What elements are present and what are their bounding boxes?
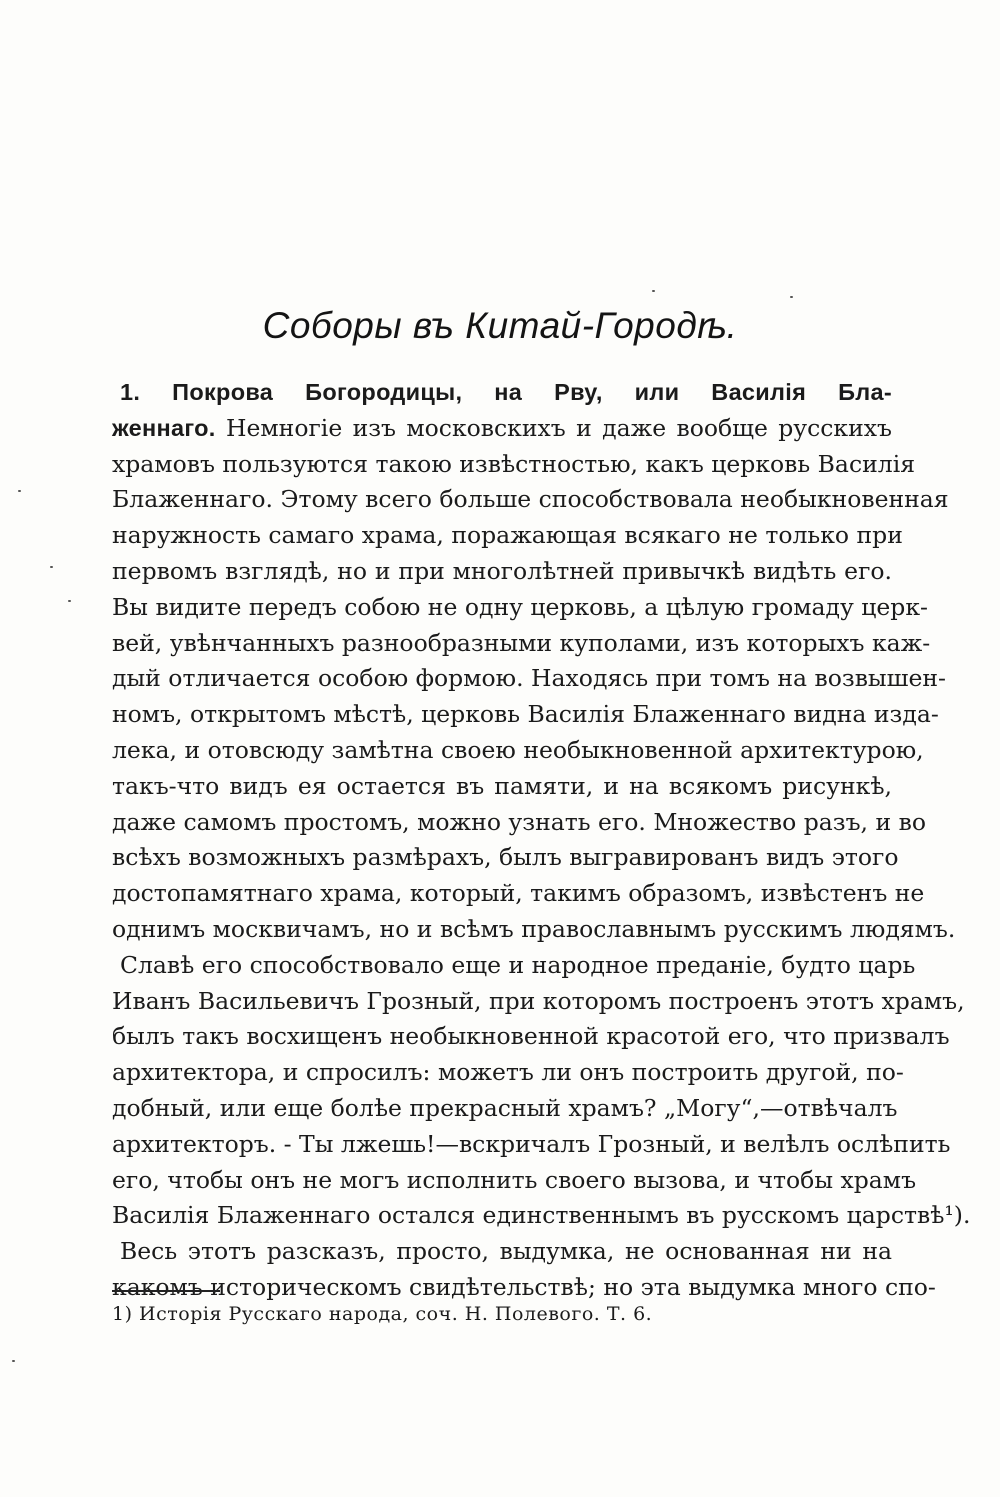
text-line [112, 661, 946, 697]
line-text: дый отличается особою формою. Находясь при томъ на возвышен- [112, 664, 946, 693]
print-speck [50, 566, 53, 568]
text-line [112, 1055, 904, 1091]
text-line [112, 554, 892, 590]
line-text: храмовъ пользуются такою извѣстностью, какъ церковь Василія [112, 449, 916, 478]
line-text: Иванъ Васильевичъ Грозный, при которомъ построенъ этотъ храмъ, [112, 986, 965, 1015]
text-line [112, 1127, 951, 1163]
text-line [112, 1091, 898, 1127]
text-line [112, 518, 903, 554]
line-text: наружность самаго храма, поражающая всякаго не только при [112, 521, 903, 550]
line-text: Вы видите передъ собою не одну церковь, а цѣлую громаду церк- [112, 592, 928, 621]
line-text: номъ, открытомъ мѣстѣ, церковь Василія Блаженнаго видна изда- [112, 700, 939, 729]
text-line [112, 590, 928, 626]
text-line [112, 626, 931, 662]
footnote: 1) Исторія Русскаго народа, соч. Н. Полевого. Т. 6. [112, 1303, 653, 1325]
line-text: Блаженнаго. Этому всего больше способствовала необыкновенная [112, 485, 949, 514]
line-text: былъ такъ восхищенъ необыкновенной красотой его, что призвалъ [112, 1022, 950, 1051]
text-line [112, 733, 924, 769]
line-text: даже самомъ простомъ, можно узнать его. Множество разъ, и во [112, 807, 927, 836]
text-line [112, 805, 927, 841]
line-text: такъ-что видъ ея остается въ памяти, и на всякомъ рисункѣ, [112, 771, 892, 800]
line-text: лека, и отовсюду замѣтна своею необыкновенной архитектурою, [112, 735, 924, 764]
line-text: однимъ москвичамъ, но и всѣмъ православнымъ русскимъ людямъ. [112, 914, 956, 943]
text-line [112, 697, 939, 733]
text-line [112, 375, 892, 411]
page-title: Соборы въ Китай-Городѣ. [262, 305, 738, 346]
text-line [112, 912, 956, 948]
text-line [112, 1019, 950, 1055]
line-text: какомъ историческомъ свидѣтельствѣ; но эта выдумка много спо- [112, 1272, 936, 1301]
paragraph [112, 1234, 936, 1306]
text-line [112, 876, 925, 912]
paragraph [112, 948, 971, 1234]
line-text: достопамятнаго храма, который, такимъ образомъ, извѣстенъ не [112, 879, 925, 908]
print-speck [18, 490, 21, 492]
line-text: Немногіе изъ московскихъ и даже вообще русскихъ [215, 413, 892, 442]
text-line [112, 1198, 971, 1234]
line-text: Славѣ его способствовало еще и народное преданіе, будто царь [120, 950, 916, 979]
text-line [112, 984, 965, 1020]
print-speck [652, 290, 655, 292]
text-line [112, 1163, 917, 1199]
text-line [112, 1270, 936, 1306]
print-speck [12, 1360, 15, 1362]
text-line [112, 447, 916, 483]
paragraph [112, 375, 956, 948]
line-text: Василія Блаженнаго остался единственнымъ въ русскомъ царствѣ¹). [112, 1201, 971, 1230]
heading-bold-text: женнаго. [112, 414, 216, 441]
text-line [112, 948, 916, 984]
line-text: всѣхъ возможныхъ размѣрахъ, былъ выгравированъ видъ этого [112, 843, 899, 872]
line-text: его, чтобы онъ не могъ исполнить своего вызова, и чтобы храмъ [112, 1165, 917, 1194]
line-text: Весь этотъ разсказъ, просто, выдумка, не основанная ни на [120, 1237, 892, 1266]
body-text [112, 375, 971, 1306]
print-speck [68, 600, 71, 602]
footnote-rule [112, 1290, 220, 1292]
print-speck [790, 296, 793, 298]
line-text: первомъ взглядѣ, но и при многолѣтней привычкѣ видѣть его. [112, 556, 892, 585]
text-line [112, 769, 892, 805]
line-text: архитекторъ. - Ты лжешь!—вскричалъ Грозный, и велѣлъ ослѣпить [112, 1129, 951, 1158]
text-line [112, 840, 899, 876]
text-line [112, 1234, 892, 1270]
line-text: вей, увѣнчанныхъ разнообразными куполами, изъ которыхъ каж- [112, 628, 931, 657]
heading-bold-text: 1. Покрова Богородицы, на Рву, или Василія Бла- [120, 379, 892, 405]
text-line [112, 482, 949, 518]
text-line [112, 411, 892, 447]
line-text: добный, или еще болѣе прекрасный храмъ? „Могу“,—отвѣчалъ [112, 1093, 898, 1122]
line-text: архитектора, и спросилъ: можетъ ли онъ построить другой, по- [112, 1058, 904, 1087]
